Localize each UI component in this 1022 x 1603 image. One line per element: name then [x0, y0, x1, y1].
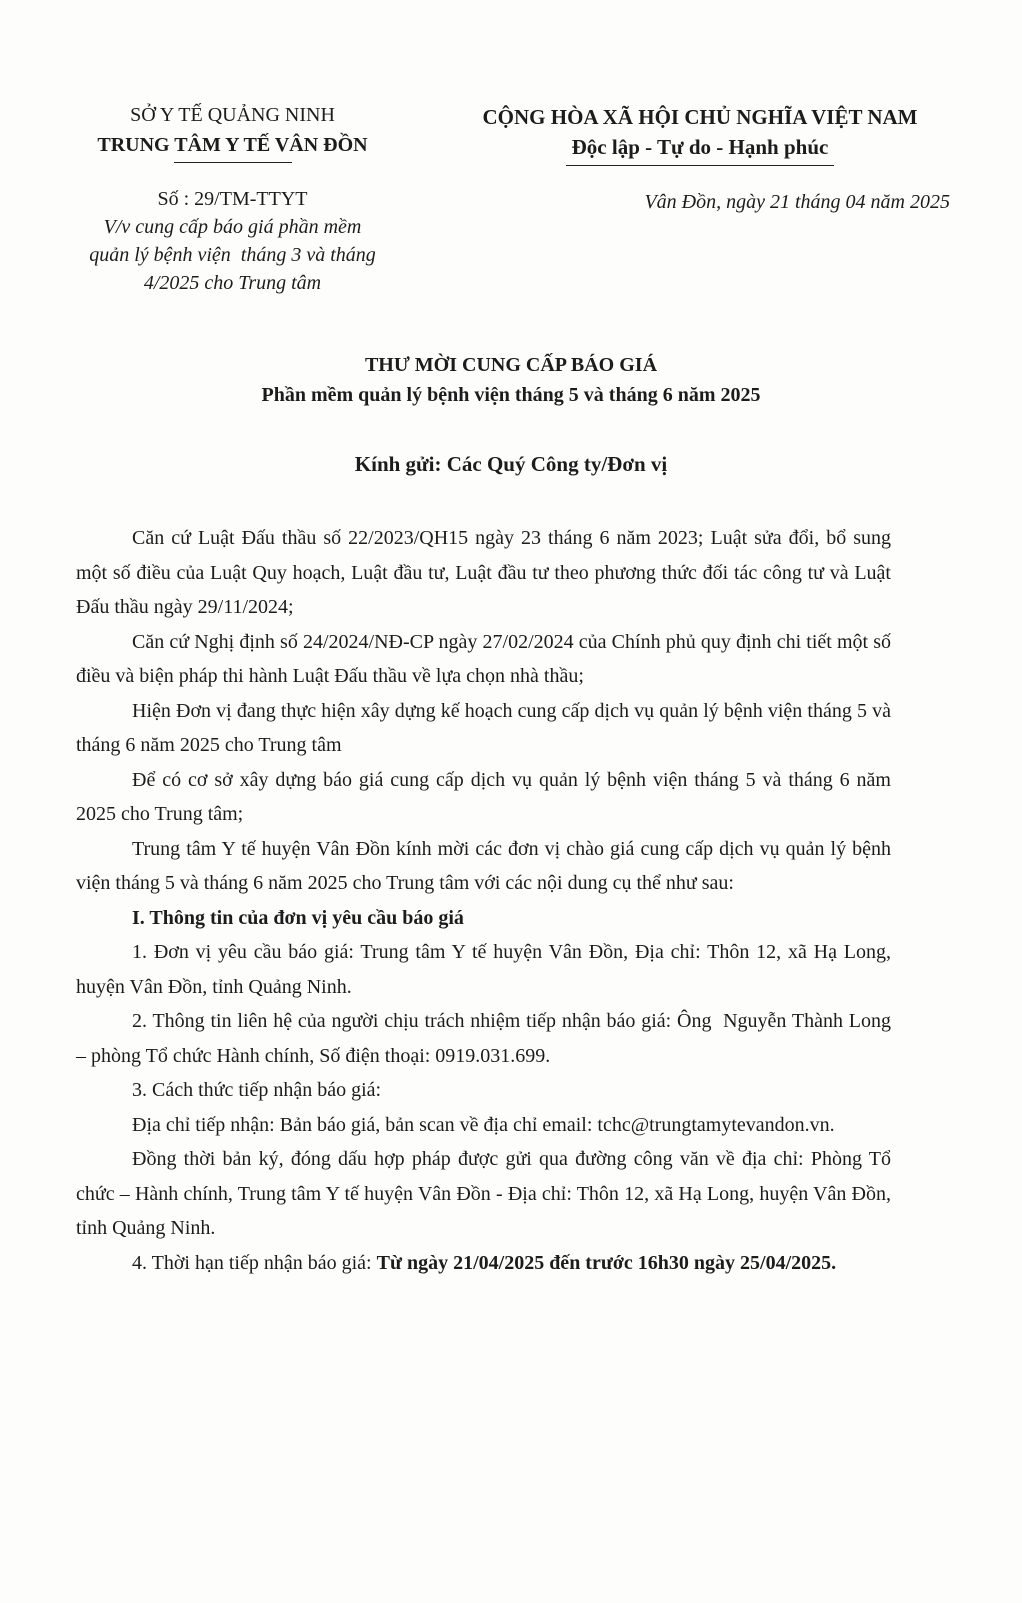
organization-underline [174, 162, 292, 163]
deadline-item [76, 1246, 891, 1281]
document-title-block [0, 350, 1022, 410]
issuing-agency-block [60, 100, 405, 163]
nation-name: CỘNG HÒA XÃ HỘI CHỦ NGHĨA VIỆT NAM [482, 105, 918, 129]
legal-basis-decree: Căn cứ Nghị định số 24/2024/NĐ-CP ngày 27/02/2024 của Chính phủ quy định chi tiết một số điều và biện pháp thi hành Luật Đấu thầu về lựa chọn nhà thầu; [76, 630, 891, 687]
document-number-block [60, 185, 405, 297]
ministry-name: SỞ Y TẾ QUẢNG NINH [130, 104, 335, 126]
invitation-paragraph: Trung tâm Y tế huyện Vân Đồn kính mời các đơn vị chào giá cung cấp dịch vụ quản lý bệnh viện tháng 5 và tháng 6 năm 2025 cho Trung tâm với các nội dung cụ thể như sau: [76, 837, 891, 894]
place-and-date: Vân Đồn, ngày 21 tháng 04 năm 2025 [644, 191, 950, 213]
document-subject-line-2: quản lý bệnh viện tháng 3 và tháng [89, 244, 376, 266]
purpose-paragraph: Để có cơ sở xây dựng báo giá cung cấp dịch vụ quản lý bệnh viện tháng 5 và tháng 6 năm 2025 cho Trung tâm; [76, 768, 891, 825]
requester-info-item: 1. Đơn vị yêu cầu báo giá: Trung tâm Y tế huyện Vân Đồn, Địa chỉ: Thôn 12, xã Hạ Long, huyện Vân Đồn, tỉnh Quảng Ninh. [76, 941, 891, 998]
legal-basis-law: Căn cứ Luật Đấu thầu số 22/2023/QH15 ngày 23 tháng 6 năm 2023; Luật sửa đổi, bổ sung một số điều của Luật Quy hoạch, Luật đầu tư, Luật đầu tư theo phương thức đối tác công tư và Luật Đấu thầu ngày 29/11/2024; [76, 527, 891, 618]
contact-info-item: 2. Thông tin liên hệ của người chịu trách nhiệm tiếp nhận báo giá: Ông Nguyễn Thành Long – phòng Tổ chức Hành chính, Số điện thoại: 0919.031.699. [76, 1010, 896, 1067]
document-subject-line-3: 4/2025 cho Trung tâm [143, 272, 322, 294]
document-subtitle: Phần mềm quản lý bệnh viện tháng 5 và tháng 6 năm 2025 [261, 384, 761, 406]
national-motto: Độc lập - Tự do - Hạnh phúc [571, 135, 829, 159]
deadline-label: 4. Thời hạn tiếp nhận báo giá: [132, 1251, 377, 1274]
deadline-value: Từ ngày 21/04/2025 đến trước 16h30 ngày 25/04/2025. [376, 1251, 837, 1274]
national-heading-block [420, 102, 980, 166]
current-plan-paragraph: Hiện Đơn vị đang thực hiện xây dựng kế hoạch cung cấp dịch vụ quản lý bệnh viện tháng 5 và tháng 6 năm 2025 cho Trung tâm [76, 699, 891, 756]
document-number: Số : 29/TM-TTYT [157, 188, 308, 210]
receiving-method-item: 3. Cách thức tiếp nhận báo giá: [132, 1079, 382, 1101]
recipient-line: Kính gửi: Các Quý Công ty/Đơn vị [354, 452, 668, 476]
letter-body [76, 521, 896, 1280]
document-title: THƯ MỜI CUNG CẤP BÁO GIÁ [364, 354, 658, 376]
organization-name: TRUNG TÂM Y TẾ VÂN ĐỒN [97, 134, 368, 156]
postal-address-paragraph: Đồng thời bản ký, đóng dấu hợp pháp được gửi qua đường công văn về địa chỉ: Phòng Tổ chức – Hành chính, Trung tâm Y tế huyện Vân Đồn - Địa chỉ: Thôn 12, xã Hạ Long, huyện Vân Đồn, tỉnh Quảng Ninh. [76, 1148, 891, 1239]
section-heading-1: I. Thông tin của đơn vị yêu cầu báo giá [132, 906, 464, 929]
document-subject-line-1: V/v cung cấp báo giá phần mềm [103, 216, 362, 238]
motto-underline [566, 165, 834, 166]
receiving-address-paragraph: Địa chỉ tiếp nhận: Bản báo giá, bản scan về địa chỉ email: tchc@trungtamytevandon.vn. [132, 1113, 835, 1136]
